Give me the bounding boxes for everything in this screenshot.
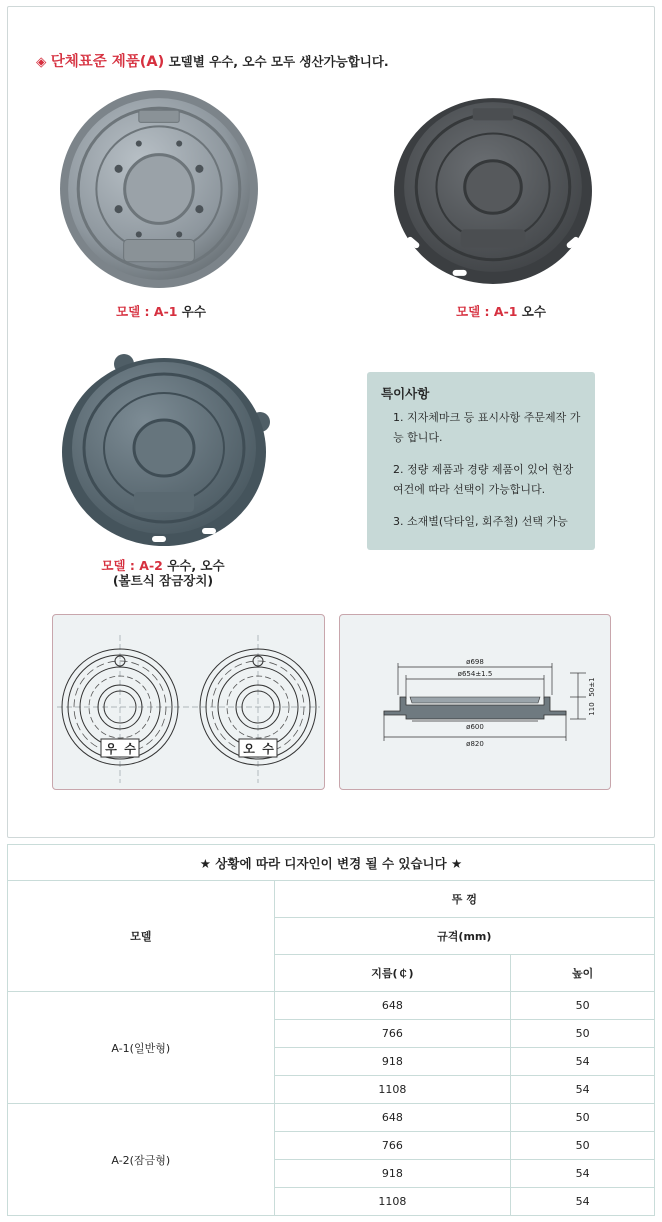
caption-model: A-1	[493, 304, 518, 319]
notice-title: 특이사항	[381, 386, 430, 401]
manhole-cover-a1-rain-photo	[58, 88, 260, 290]
headline-description: 모델별 우수, 오수 모두 생산가능합니다.	[168, 54, 389, 69]
diameter-cell: 766	[274, 1020, 511, 1048]
dim-lid: ø654±1.5	[457, 670, 493, 678]
manhole-cover-a1-sewage-photo	[392, 88, 594, 286]
dim-frame: ø820	[466, 740, 484, 748]
spec-table-wrap	[7, 844, 655, 1216]
rain-label-char-2: 수	[124, 742, 136, 756]
headline	[36, 50, 389, 71]
diameter-cell: 1108	[274, 1076, 511, 1104]
height-cell: 54	[511, 1160, 655, 1188]
height-cell: 50	[511, 1104, 655, 1132]
diameter-cell: 766	[274, 1132, 511, 1160]
table-banner-row	[8, 845, 655, 881]
rain-label-char-1: 우	[105, 742, 117, 756]
model-cell: A-2(잠금형)	[8, 1104, 275, 1216]
product-caption-3	[88, 558, 238, 588]
sewage-label-char-1: 오	[243, 742, 255, 756]
caption-prefix: 모델 :	[101, 558, 140, 573]
section-view-drawing	[339, 614, 611, 790]
plan-view-drawing	[52, 614, 325, 790]
caption-prefix: 모델 :	[456, 304, 494, 319]
product-caption-1	[96, 302, 226, 320]
diameter-cell: 918	[274, 1048, 511, 1076]
notice-box	[367, 372, 595, 550]
plan-view-svg	[53, 615, 324, 789]
headline-title: 단체표준 제품(A)	[50, 54, 165, 70]
section-view-svg	[340, 615, 610, 789]
table-banner: ★ 상황에 따라 디자인이 변경 될 수 있습니다 ★	[8, 845, 655, 881]
header-model: 모델	[8, 881, 275, 992]
table-row	[8, 1104, 655, 1132]
height-cell: 54	[511, 1188, 655, 1216]
model-cell: A-1(일반형)	[8, 992, 275, 1104]
sewage-label-char-2: 수	[262, 742, 274, 756]
caption-model: A-1	[153, 304, 178, 319]
header-diameter: 지름(￠)	[274, 955, 511, 992]
dim-lid-height: 50±1	[588, 677, 596, 697]
caption-model: A-2	[139, 558, 163, 573]
diameter-cell: 918	[274, 1160, 511, 1188]
caption-prefix: 모델 :	[116, 304, 154, 319]
height-cell: 54	[511, 1076, 655, 1104]
height-cell: 50	[511, 992, 655, 1020]
diameter-cell: 648	[274, 992, 511, 1020]
height-cell: 54	[511, 1048, 655, 1076]
notice-item: 2. 정량 제품과 경량 제품이 있어 현장 여건에 따라 선택이 가능합니다.	[393, 463, 574, 496]
spec-table	[7, 844, 655, 1216]
diamond-icon: ◈	[36, 54, 47, 70]
caption-type: 우수, 오수	[162, 558, 225, 573]
table-header-row	[8, 881, 655, 918]
caption-type: 우수	[177, 304, 206, 319]
dim-opening: ø600	[466, 723, 484, 731]
header-lid: 뚜 껑	[274, 881, 654, 918]
table-row	[8, 992, 655, 1020]
dim-frame-height: 110	[588, 702, 596, 716]
header-height: 높이	[511, 955, 655, 992]
product-caption-2	[436, 302, 566, 320]
notice-item: 3. 소재별(닥타일, 회주철) 선택 가능	[393, 515, 568, 528]
notice-item: 1. 지자체마크 등 표시사항 주문제작 가능 합니다.	[393, 411, 581, 444]
manhole-cover-a2-photo	[52, 352, 272, 552]
height-cell: 50	[511, 1132, 655, 1160]
caption-note: (볼트식 잠금장치)	[112, 573, 214, 588]
diameter-cell: 648	[274, 1104, 511, 1132]
dim-outer-lid: ø698	[466, 658, 484, 666]
diameter-cell: 1108	[274, 1188, 511, 1216]
caption-type: 오수	[517, 304, 546, 319]
height-cell: 50	[511, 1020, 655, 1048]
header-spec: 규격(mm)	[274, 918, 654, 955]
